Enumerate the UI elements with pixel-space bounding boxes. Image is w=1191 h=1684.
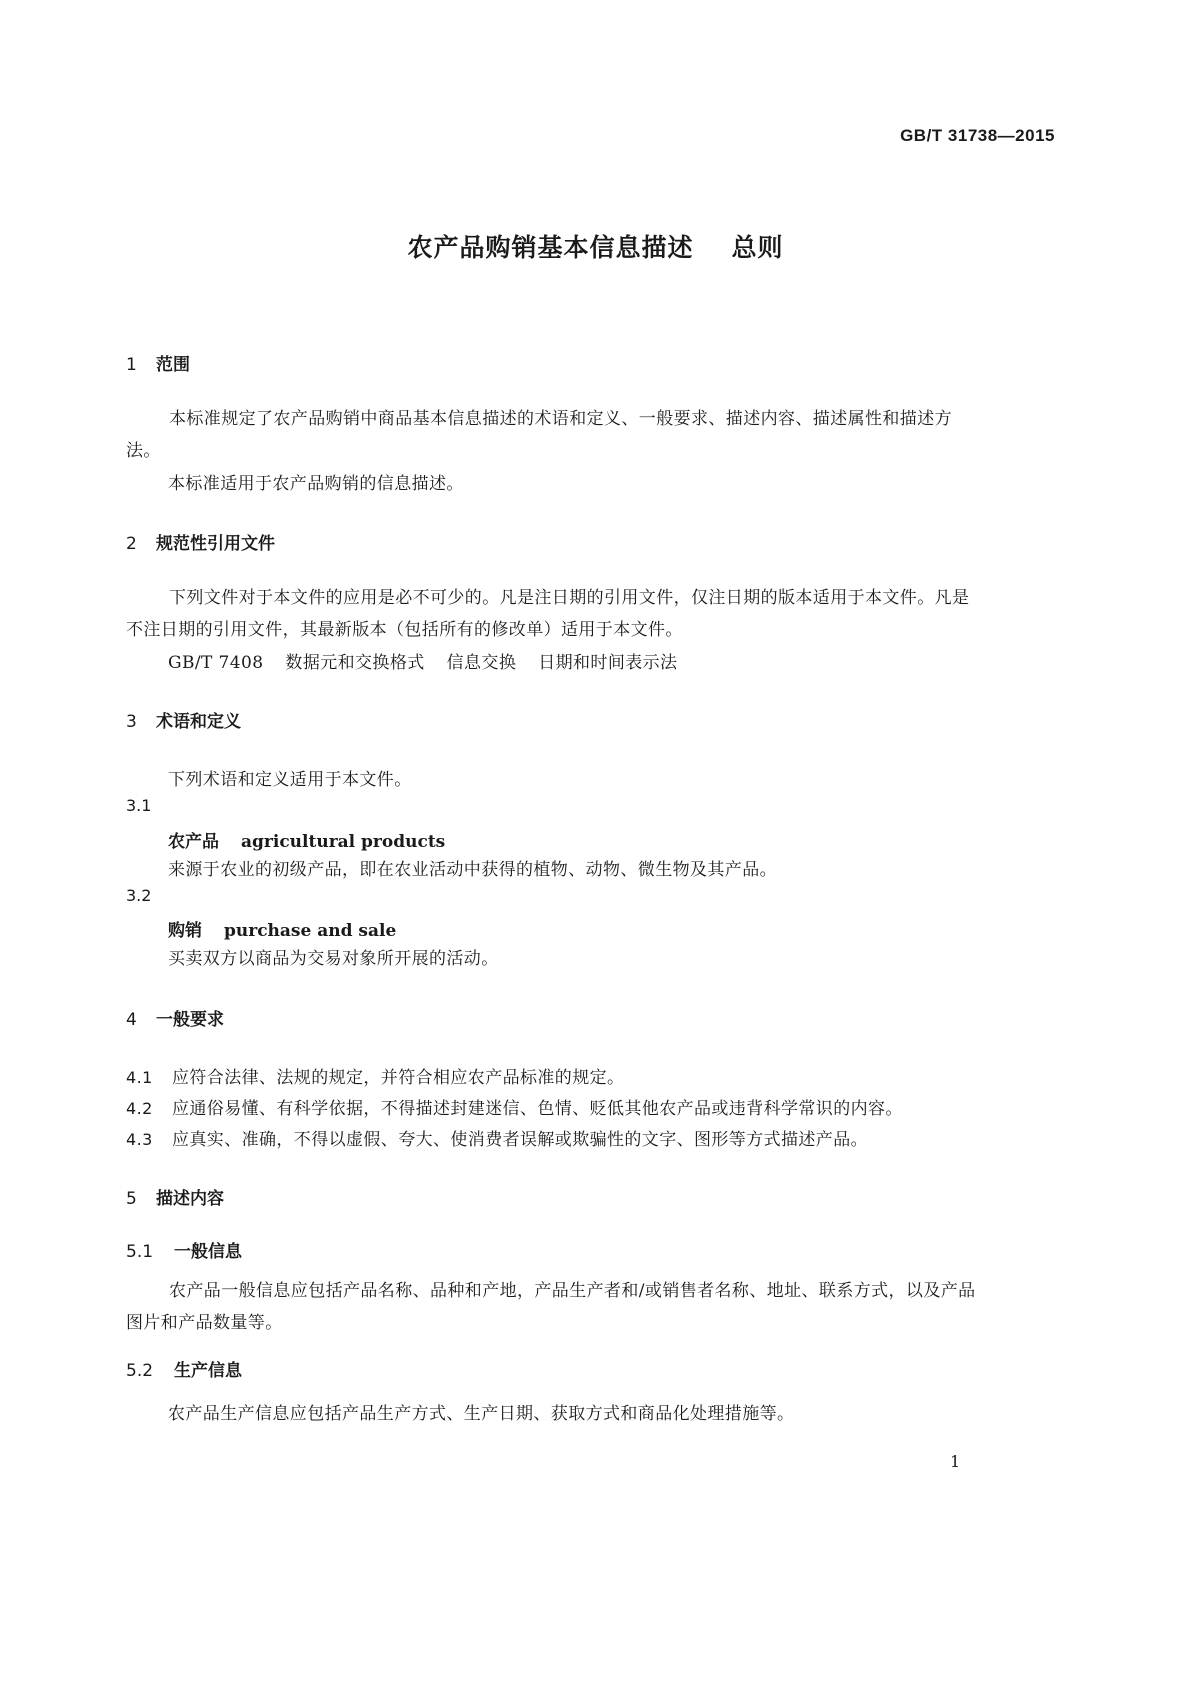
section-4-heading: [126, 1005, 224, 1030]
section-number: 5: [126, 1189, 137, 1209]
requirement-text: 应符合法律、法规的规定，并符合相应农产品标准的规定。: [172, 1068, 625, 1088]
reference-title-part: 数据元和交换格式: [285, 653, 425, 673]
section-3-heading: [126, 707, 241, 732]
term-entry: [168, 827, 445, 852]
section-title: 描述内容: [156, 1189, 224, 1209]
term-number: 3.1: [126, 796, 152, 815]
requirement-item: [126, 1063, 624, 1088]
reference-code: GB/T 7408: [168, 653, 264, 673]
section-2-heading: [126, 529, 275, 554]
page-number: 1: [950, 1452, 961, 1471]
section-number: 1: [126, 355, 137, 375]
subsection-5-2-paragraph: 农产品生产信息应包括产品生产方式、生产日期、获取方式和商品化处理措施等。: [168, 1404, 795, 1424]
section-title: 范围: [156, 355, 190, 375]
standard-code: GB/T 31738—2015: [900, 126, 1055, 145]
term-number: 3.2: [126, 886, 152, 905]
subsection-5-2-heading: [126, 1356, 242, 1381]
subsection-5-1-paragraph: 农产品一般信息应包括产品名称、品种和产地，产品生产者和/或销售者名称、地址、联系方式，以及产品图片和产品数量等。: [126, 1281, 976, 1333]
term-english: agricultural products: [241, 832, 446, 852]
section-number: 2: [126, 534, 137, 554]
reference-title-part: 日期和时间表示法: [538, 653, 678, 673]
term-entry: [168, 916, 396, 941]
subsection-5-1-heading: [126, 1237, 242, 1262]
section-5-heading: [126, 1184, 224, 1209]
section-3-intro: 下列术语和定义适用于本文件。: [168, 770, 412, 790]
section-2-paragraph-1: 下列文件对于本文件的应用是必不可少的。凡是注日期的引用文件，仅注日期的版本适用于本文件。凡是不注日期的引用文件，其最新版本（包括所有的修改单）适用于本文件。: [126, 588, 970, 640]
subsection-number: 5.2: [126, 1361, 154, 1381]
normative-reference: [168, 648, 677, 673]
term-definition: 买卖双方以商品为交易对象所开展的活动。: [168, 949, 499, 969]
section-number: 3: [126, 712, 137, 732]
title-main: 农产品购销基本信息描述: [407, 233, 694, 262]
section-1-heading: [126, 350, 190, 375]
term-definition: 来源于农业的初级产品，即在农业活动中获得的植物、动物、微生物及其产品。: [168, 860, 777, 880]
requirement-number: 4.2: [126, 1099, 153, 1118]
section-title: 术语和定义: [156, 712, 241, 732]
subsection-number: 5.1: [126, 1242, 154, 1262]
requirement-text: 应真实、准确，不得以虚假、夸大、使消费者误解或欺骗性的文字、图形等方式描述产品。: [172, 1130, 868, 1150]
term-chinese: 购销: [168, 921, 202, 941]
subsection-title: 生产信息: [174, 1361, 242, 1381]
requirement-item: [126, 1094, 903, 1119]
section-1-paragraph-1: 本标准规定了农产品购销中商品基本信息描述的术语和定义、一般要求、描述内容、描述属性和描述方法。: [126, 409, 952, 461]
section-title: 规范性引用文件: [156, 534, 275, 554]
reference-title-part: 信息交换: [446, 653, 517, 673]
section-1-paragraph-2: 本标准适用于农产品购销的信息描述。: [168, 474, 464, 494]
requirement-number: 4.1: [126, 1068, 153, 1087]
subsection-title: 一般信息: [174, 1242, 242, 1262]
term-chinese: 农产品: [168, 832, 219, 852]
requirement-number: 4.3: [126, 1130, 153, 1149]
term-english: purchase and sale: [224, 921, 397, 941]
requirement-text: 应通俗易懂、有科学依据，不得描述封建迷信、色情、贬低其他农产品或违背科学常识的内容。: [172, 1099, 903, 1119]
title-sub: 总则: [731, 233, 784, 262]
document-title: [0, 228, 1191, 264]
section-number: 4: [126, 1010, 137, 1030]
section-title: 一般要求: [156, 1010, 224, 1030]
requirement-item: [126, 1125, 868, 1150]
